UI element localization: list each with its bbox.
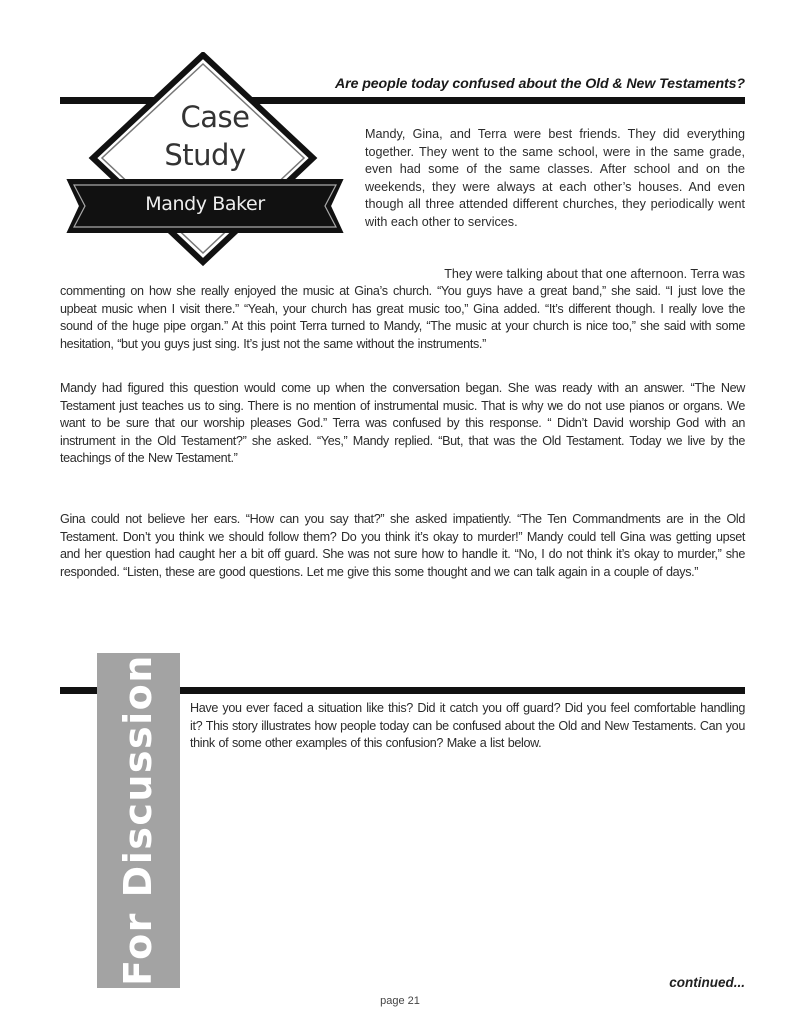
story-paragraph-1: Mandy, Gina, and Terra were best friends. They did everything together. They went to the same school, were in the same grade, even had some of the same classes. After school and on the weekends, they were always at each other’s houses. And even though all three attended different churches, they periodically went with each other to services. <box>365 127 745 229</box>
story-paragraph-3: Mandy had figured this question would come up when the conversation began. She was ready with an answer. “The New Testament just teaches us to sing. There is no mention of instrumental music. That is why we do not use pianos or organs. We want to be sure that our worship pleases God.” Terra was confused by this response. “ Didn’t David worship God with an instrument in the Old Testament?” she asked. “Yes,” Mandy replied. “But, that was the Old Testament. Today we live by the teachings of the New Testament.” <box>60 381 745 465</box>
section-question-heading: Are people today confused about the Old & New Testaments? <box>335 76 745 92</box>
discussion-prompt: Have you ever faced a situation like this? Did it catch you off guard? Did you feel comfortable handling it? This story illustrates how people today can be confused about the Old and New Testaments. Can you think of some other examples of this confusion? Make a list below. <box>190 701 745 750</box>
story-paragraph-4: Gina could not believe her ears. “How can you say that?” she asked impatiently. “The Ten Commandments are in the Old Testament. Don’t you think we should follow them? Do you think it’s okay to murder!” Mandy could tell Gina was getting upset and her question had caught her a bit off guard. She was not sure how to handle it. “No, I do not think it’s okay to murder,” she responded. “Listen, these are good questions. Let me give this some thought and we can talk again in a couple of days.” <box>60 512 745 579</box>
discussion-divider-rule-left <box>60 687 100 694</box>
discussion-divider-rule-right <box>180 687 745 694</box>
for-discussion-label: For Discussion <box>116 654 160 986</box>
for-discussion-sidebar <box>97 653 180 988</box>
story-paragraph-2-lead: They were talking about that one afternoon. Terra was <box>444 267 745 281</box>
page-number: page 21 <box>380 995 420 1007</box>
badge-study-label: Study <box>164 138 246 172</box>
badge-person-name: Mandy Baker <box>145 193 265 215</box>
story-paragraph-2: commenting on how she really enjoyed the music at Gina’s church. “You guys have a great band,” she said. “I just love the upbeat music when I visit there.” “Yeah, your church has great music too,” Gina added. “It’s different though. I really love the sound of the huge pipe organ.” At this point Terra turned to Mandy, “The music at your church is nice too,” she said with some hesitation, “but you guys just sing. It’s just not the same without the instruments.” <box>60 284 745 351</box>
badge-case-label: Case <box>180 100 250 134</box>
continued-label: continued... <box>669 975 745 990</box>
